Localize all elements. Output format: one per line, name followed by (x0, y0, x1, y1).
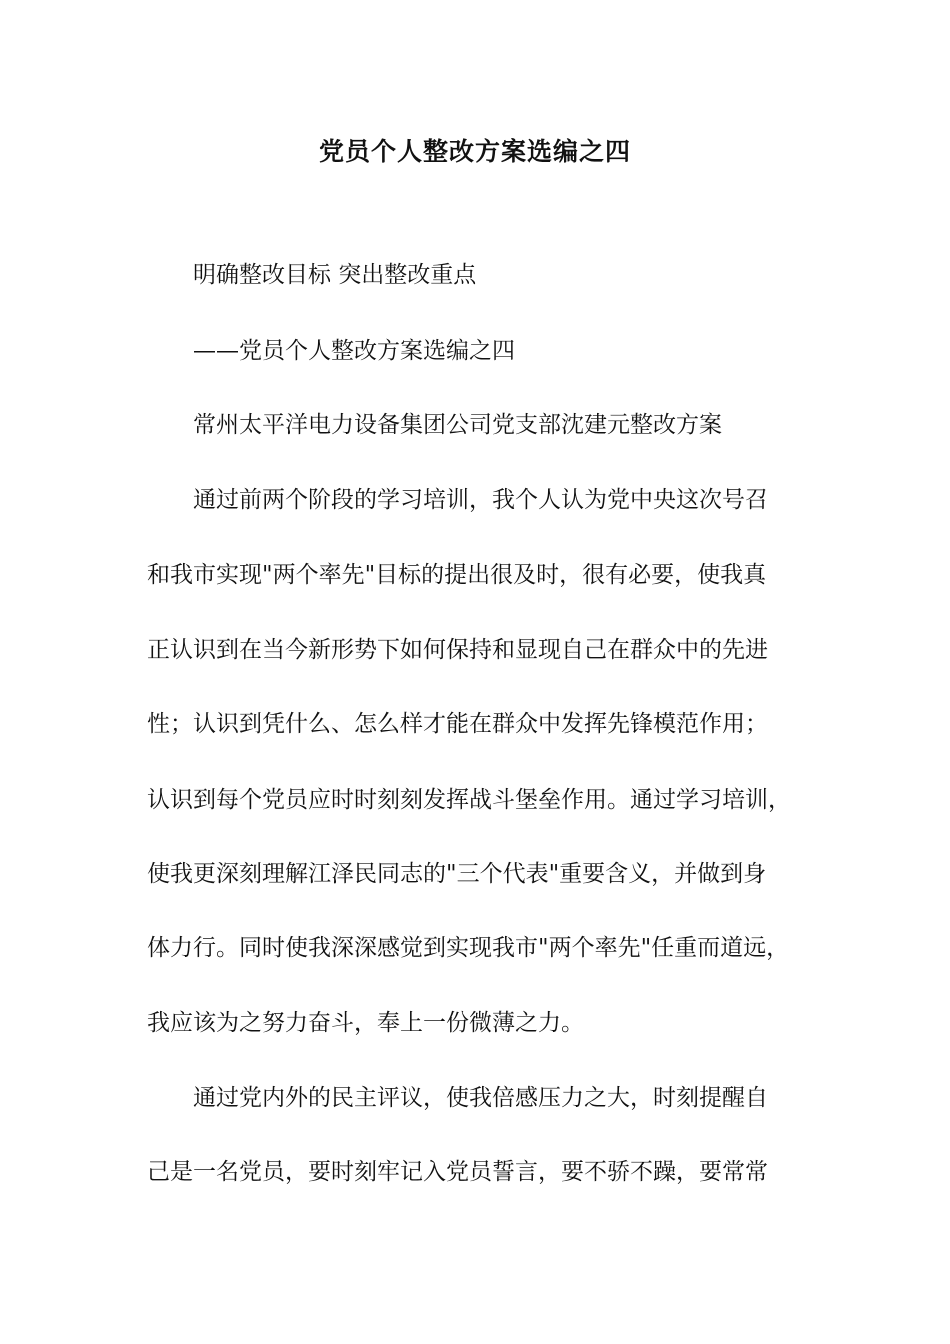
paragraph-line: 通过前两个阶段的学习培训，我个人认为党中央这次号召 (193, 487, 768, 513)
paragraph-line: 认识到每个党员应时时刻刻发挥战斗堡垒作用。通过学习培训， (147, 787, 791, 813)
paragraph-line: 己是一名党员，要时刻牢记入党员誓言，要不骄不躁，要常常 (147, 1159, 768, 1185)
paragraph-line: 通过党内外的民主评议，使我倍感压力之大，时刻提醒自 (193, 1085, 768, 1111)
paragraph-line: 我应该为之努力奋斗，奉上一份微薄之力。 (147, 1010, 584, 1036)
paragraph-line: 正认识到在当今新形势下如何保持和显现自己在群众中的先进 (147, 637, 768, 663)
paragraph-line: 体力行。同时使我深深感觉到实现我市"两个率先"任重而道远， (147, 935, 790, 961)
paragraph-line: 和我市实现"两个率先"目标的提出很及时，很有必要，使我真 (147, 562, 767, 588)
author-line: 常州太平洋电力设备集团公司党支部沈建元整改方案 (193, 412, 722, 438)
document-title: 党员个人整改方案选编之四 (318, 137, 631, 166)
subtitle-line: 明确整改目标 突出整改重点 (193, 262, 477, 288)
paragraph-line: 使我更深刻理解江泽民同志的"三个代表"重要含义，并做到身 (147, 861, 767, 887)
paragraph-line: 性；认识到凭什么、怎么样才能在群众中发挥先锋模范作用； (147, 711, 768, 737)
subtitle-series-line: ——党员个人整改方案选编之四 (193, 338, 515, 364)
